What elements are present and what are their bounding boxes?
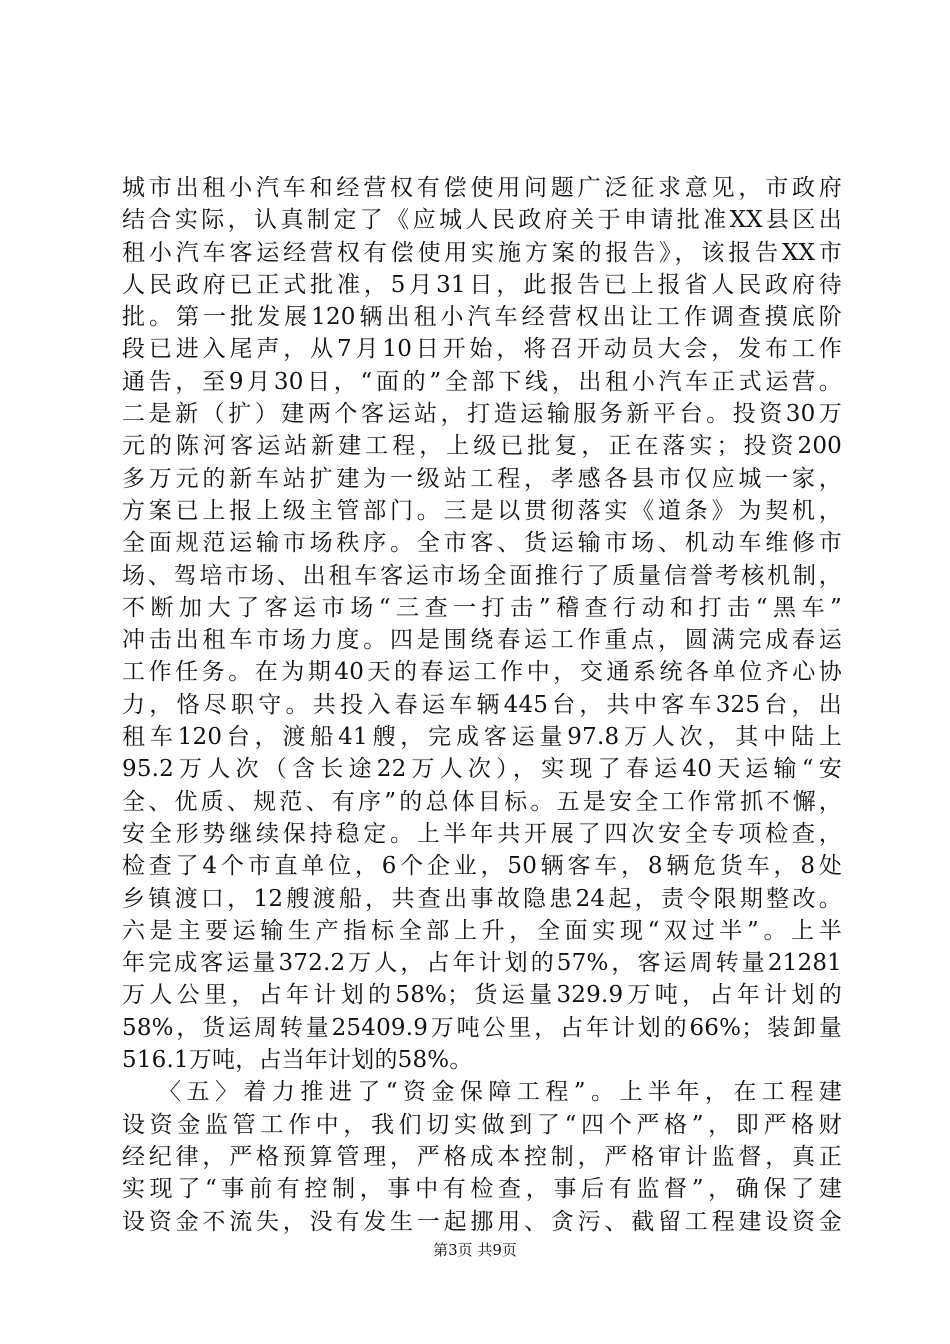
text-line: 58%，货运周转量25409.9万吨公里，占年计划的66%；装卸量 xyxy=(122,1014,842,1041)
text-line: 通告，至9月30日，“面的”全部下线，出租小汽车正式运营。 xyxy=(122,368,842,395)
text-line: 批。第一批发展120辆出租小汽车经营权出让工作调查摸底阶 xyxy=(122,304,842,331)
text-line: 力，恪尽职守。共投入春运车辆445台，共中客车325台，出 xyxy=(122,691,842,718)
text-line: 六是主要运输生产指标全部上升，全面实现“双过半”。上半 xyxy=(122,917,842,944)
text-line: 结合实际，认真制定了《应城人民政府关于申请批准XX县区出 xyxy=(122,207,842,234)
text-line: 方案已上报上级主管部门。三是以贯彻落实《道条》为契机， xyxy=(122,497,842,524)
text-line: 设资金监管工作中，我们切实做到了“四个严格”，即严格财 xyxy=(122,1111,842,1138)
text-line: 工作任务。在为期40天的春运工作中，交通系统各单位齐心协 xyxy=(122,659,842,686)
text-line: 乡镇渡口，12艘渡船，共查出事故隐患24起，责令限期整改。 xyxy=(122,885,842,912)
text-line: 设资金不流失，没有发生一起挪用、贪污、截留工程建设资金 xyxy=(122,1208,842,1235)
text-line: 场、驾培市场、出租车客运市场全面推行了质量信誉考核机制， xyxy=(122,562,842,589)
text-line: 全面规范运输市场秩序。全市客、货运输市场、机动车维修市 xyxy=(122,530,842,557)
text-line: 段已进入尾声，从7月10日开始，将召开动员大会，发布工作 xyxy=(122,336,842,363)
text-line: 城市出租小汽车和经营权有偿使用问题广泛征求意见，市政府 xyxy=(122,175,842,201)
text-line: 租车120台，渡船41艘，完成客运量97.8万人次，其中陆上 xyxy=(122,724,842,751)
text-line: 年完成客运量372.2万人，占年计划的57%，客运周转量21281 xyxy=(122,950,842,977)
text-line: 实现了“事前有控制，事中有检查，事后有监督”，确保了建 xyxy=(122,1176,842,1203)
text-line: 租小汽车客运经营权有偿使用实施方案的报告》，该报告XX市 xyxy=(122,239,842,266)
text-line: 全、优质、规范、有序”的总体目标。五是安全工作常抓不懈， xyxy=(122,788,842,815)
text-line: 安全形势继续保持稳定。上半年共开展了四次安全专项检查， xyxy=(122,820,842,847)
text-line: 516.1万吨，占当年计划的58%。 xyxy=(122,1047,473,1074)
text-line: 人民政府已正式批准，5月31日，此报告已上报省人民政府待 xyxy=(122,271,842,298)
text-line: 元的陈河客运站新建工程，上级已批复，正在落实；投资200 xyxy=(122,433,842,460)
text-line: 不断加大了客运市场“三查一打击”稽查行动和打击“黑车” xyxy=(122,594,842,621)
text-line: 二是新（扩）建两个客运站，打造运输服务新平台。投资30万 xyxy=(122,401,842,428)
section-heading-line: 〈五〉着力推进了“资金保障工程”。上半年，在工程建 xyxy=(158,1079,842,1106)
text-line: 冲击出租车市场力度。四是围绕春运工作重点，圆满完成春运 xyxy=(122,627,842,654)
text-line: 多万元的新车站扩建为一级站工程，孝感各县市仅应城一家， xyxy=(122,465,842,492)
text-line: 检查了4个市直单位，6个企业，50辆客车，8辆危货车，8处 xyxy=(122,853,842,880)
text-line: 万人公里，占年计划的58%；货运量329.9万吨，占年计划的 xyxy=(122,982,842,1009)
text-line: 经纪律，严格预算管理，严格成本控制，严格审计监督，真正 xyxy=(122,1143,842,1170)
page-number-footer: 第3页 共9页 xyxy=(433,1241,517,1259)
text-line: 95.2万人次（含长途22万人次），实现了春运40天运输“安 xyxy=(122,756,842,783)
body-text xyxy=(122,172,842,1238)
